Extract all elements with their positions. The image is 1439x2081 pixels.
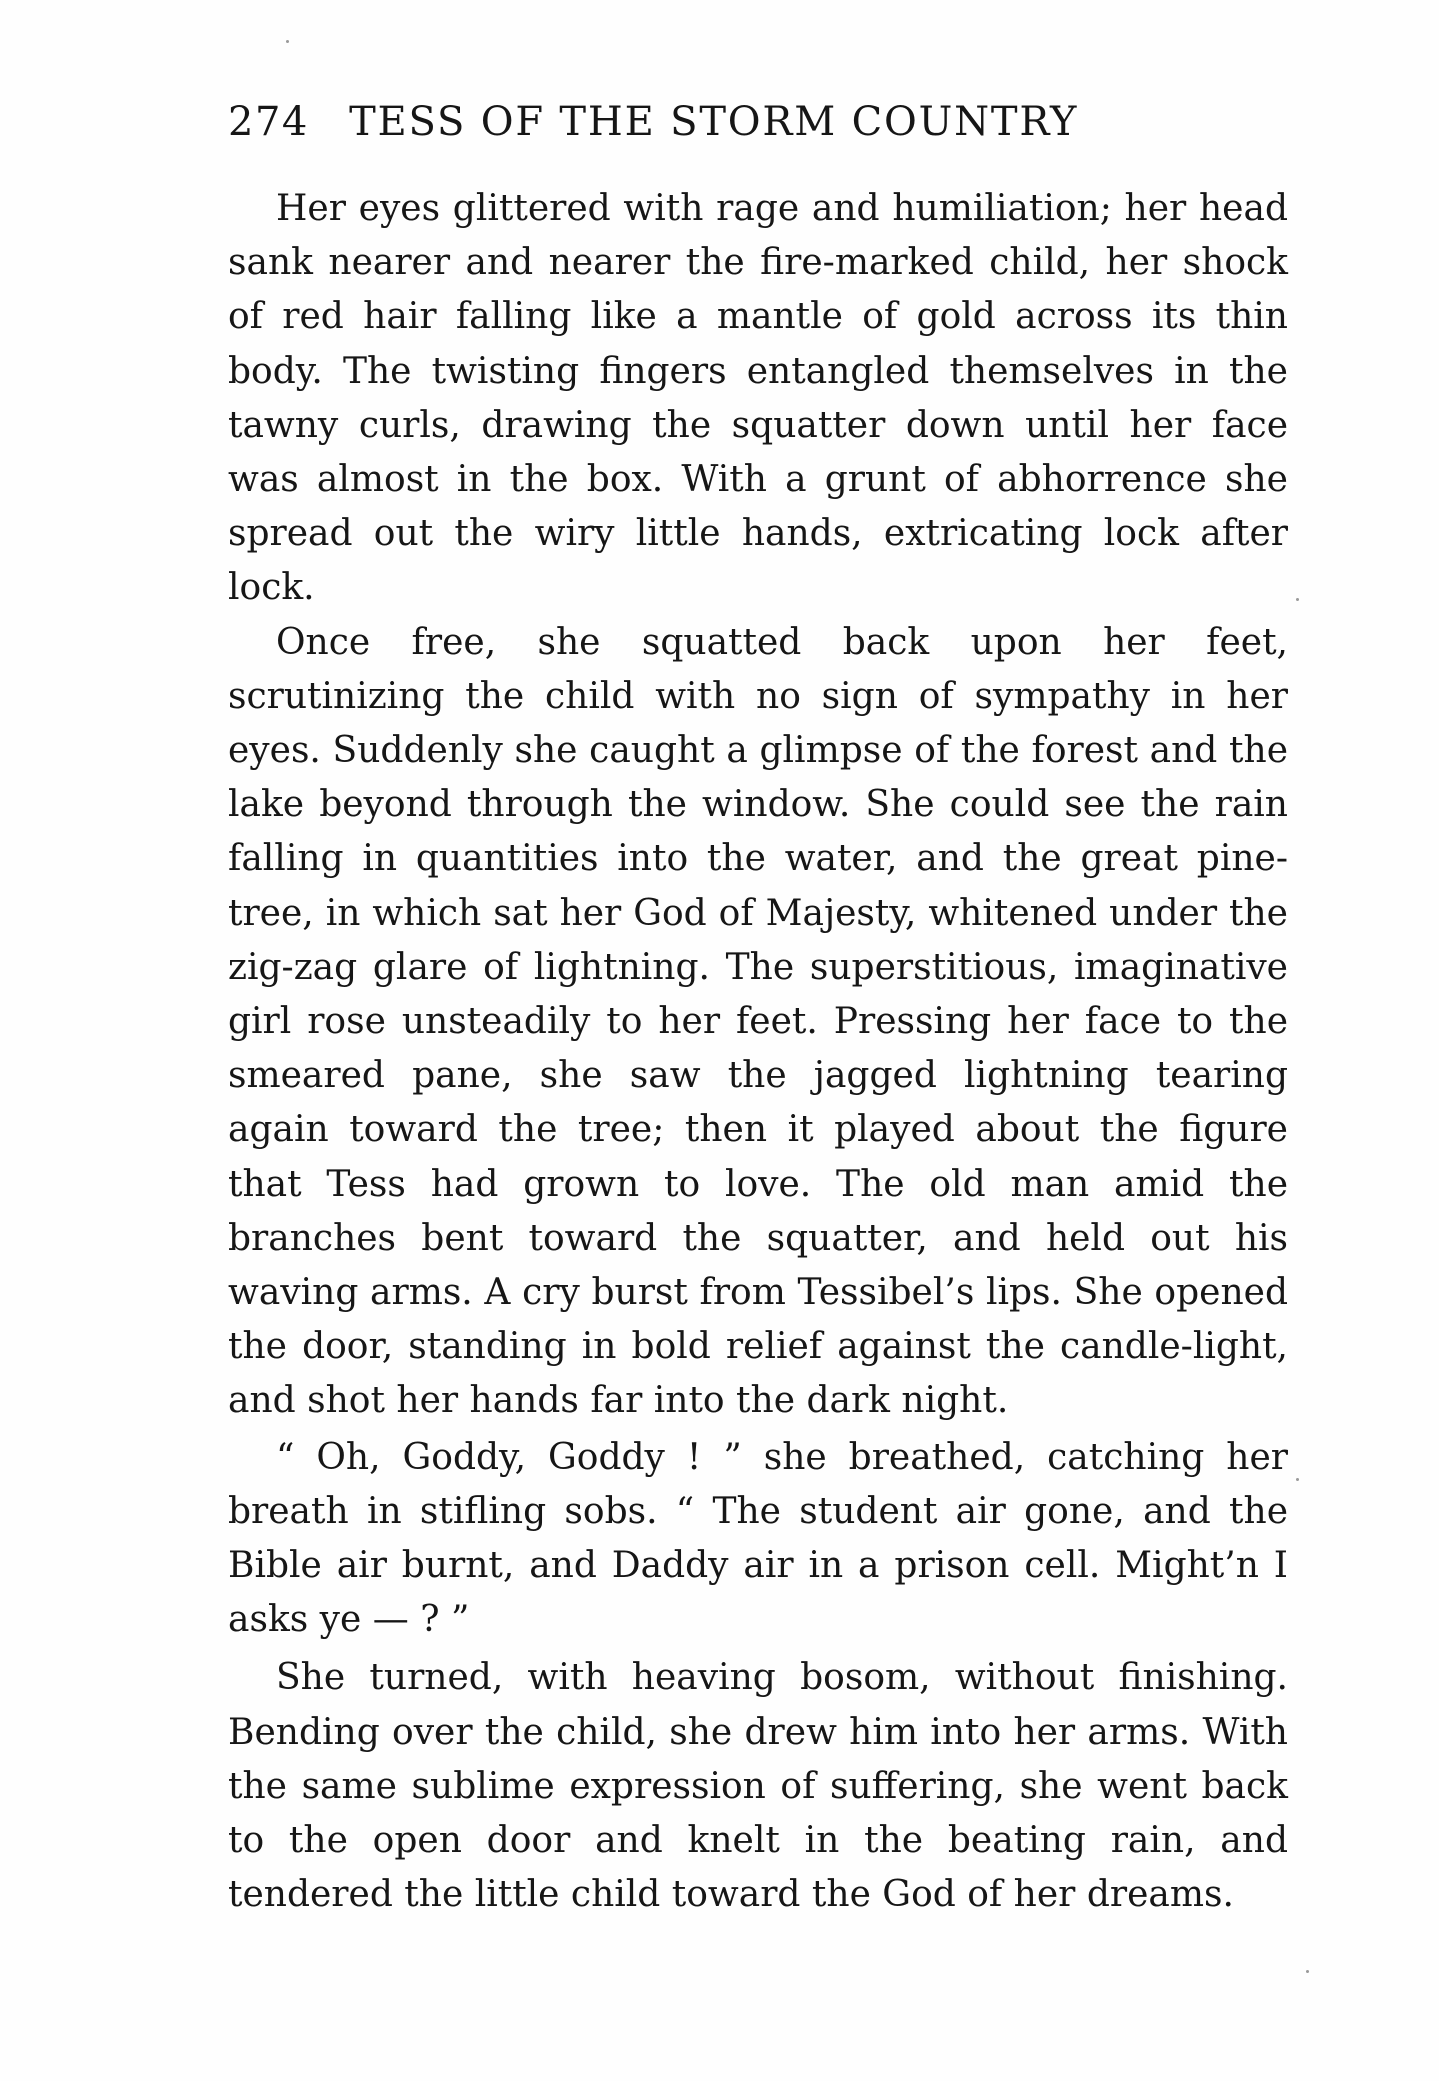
ink-speck: [1296, 598, 1299, 601]
ink-speck: [286, 40, 289, 43]
paragraph: Her eyes glittered with rage and humiliation; her head sank nearer and nearer the fire-marked child, her shock of red hair falling like a mantle of gold across its thin body. The twisting fingers entangled themselves in the tawny curls, drawing the squatter down until her face was almost in the box. With a grunt of abhorrence she spread out the wiry little hands, extricating lock after lock.: [228, 188, 1288, 609]
page-number: 274: [228, 99, 309, 145]
running-title: TESS OF THE STORM COUNTRY: [349, 99, 1079, 145]
paragraph: She turned, with heaving bosom, without finishing. Bending over the child, she drew him into her arms. With the same sublime expression of suffering, she went back to the open door and knelt in the beating rain, and tendered the little child toward the God of her dreams.: [228, 1657, 1288, 1916]
ink-speck: [1306, 1970, 1309, 1973]
paragraph: “ Oh, Goddy, Goddy ! ” she breathed, catching her breath in stifling sobs. “ The student air gone, and the Bible air burnt, and Daddy air in a prison cell. Might’n I asks ye — ? ”: [228, 1436, 1288, 1641]
paragraph: Once free, she squatted back upon her feet, scrutinizing the child with no sign of sympathy in her eyes. Suddenly she caught a glimpse of the forest and the lake beyond through the window. She could see the rain falling in quantities into the water, and the great pine-tree, in which sat her God of Majesty, whitened under the zig-zag glare of lightning. The superstitious, imaginative girl rose unsteadily to her feet. Pressing her face to the smeared pane, she saw the jagged lightning tearing again toward the tree; then it played about the figure that Tess had grown to love. The old man amid the branches bent toward the squatter, and held out his waving arms. A cry burst from Tessibel’s lips. She opened the door, standing in bold relief against the candle-light, and shot her hands far into the dark night.: [228, 621, 1288, 1422]
body-text: [228, 182, 1288, 1923]
page-header: [228, 92, 1288, 152]
ink-speck: [1296, 1478, 1299, 1481]
